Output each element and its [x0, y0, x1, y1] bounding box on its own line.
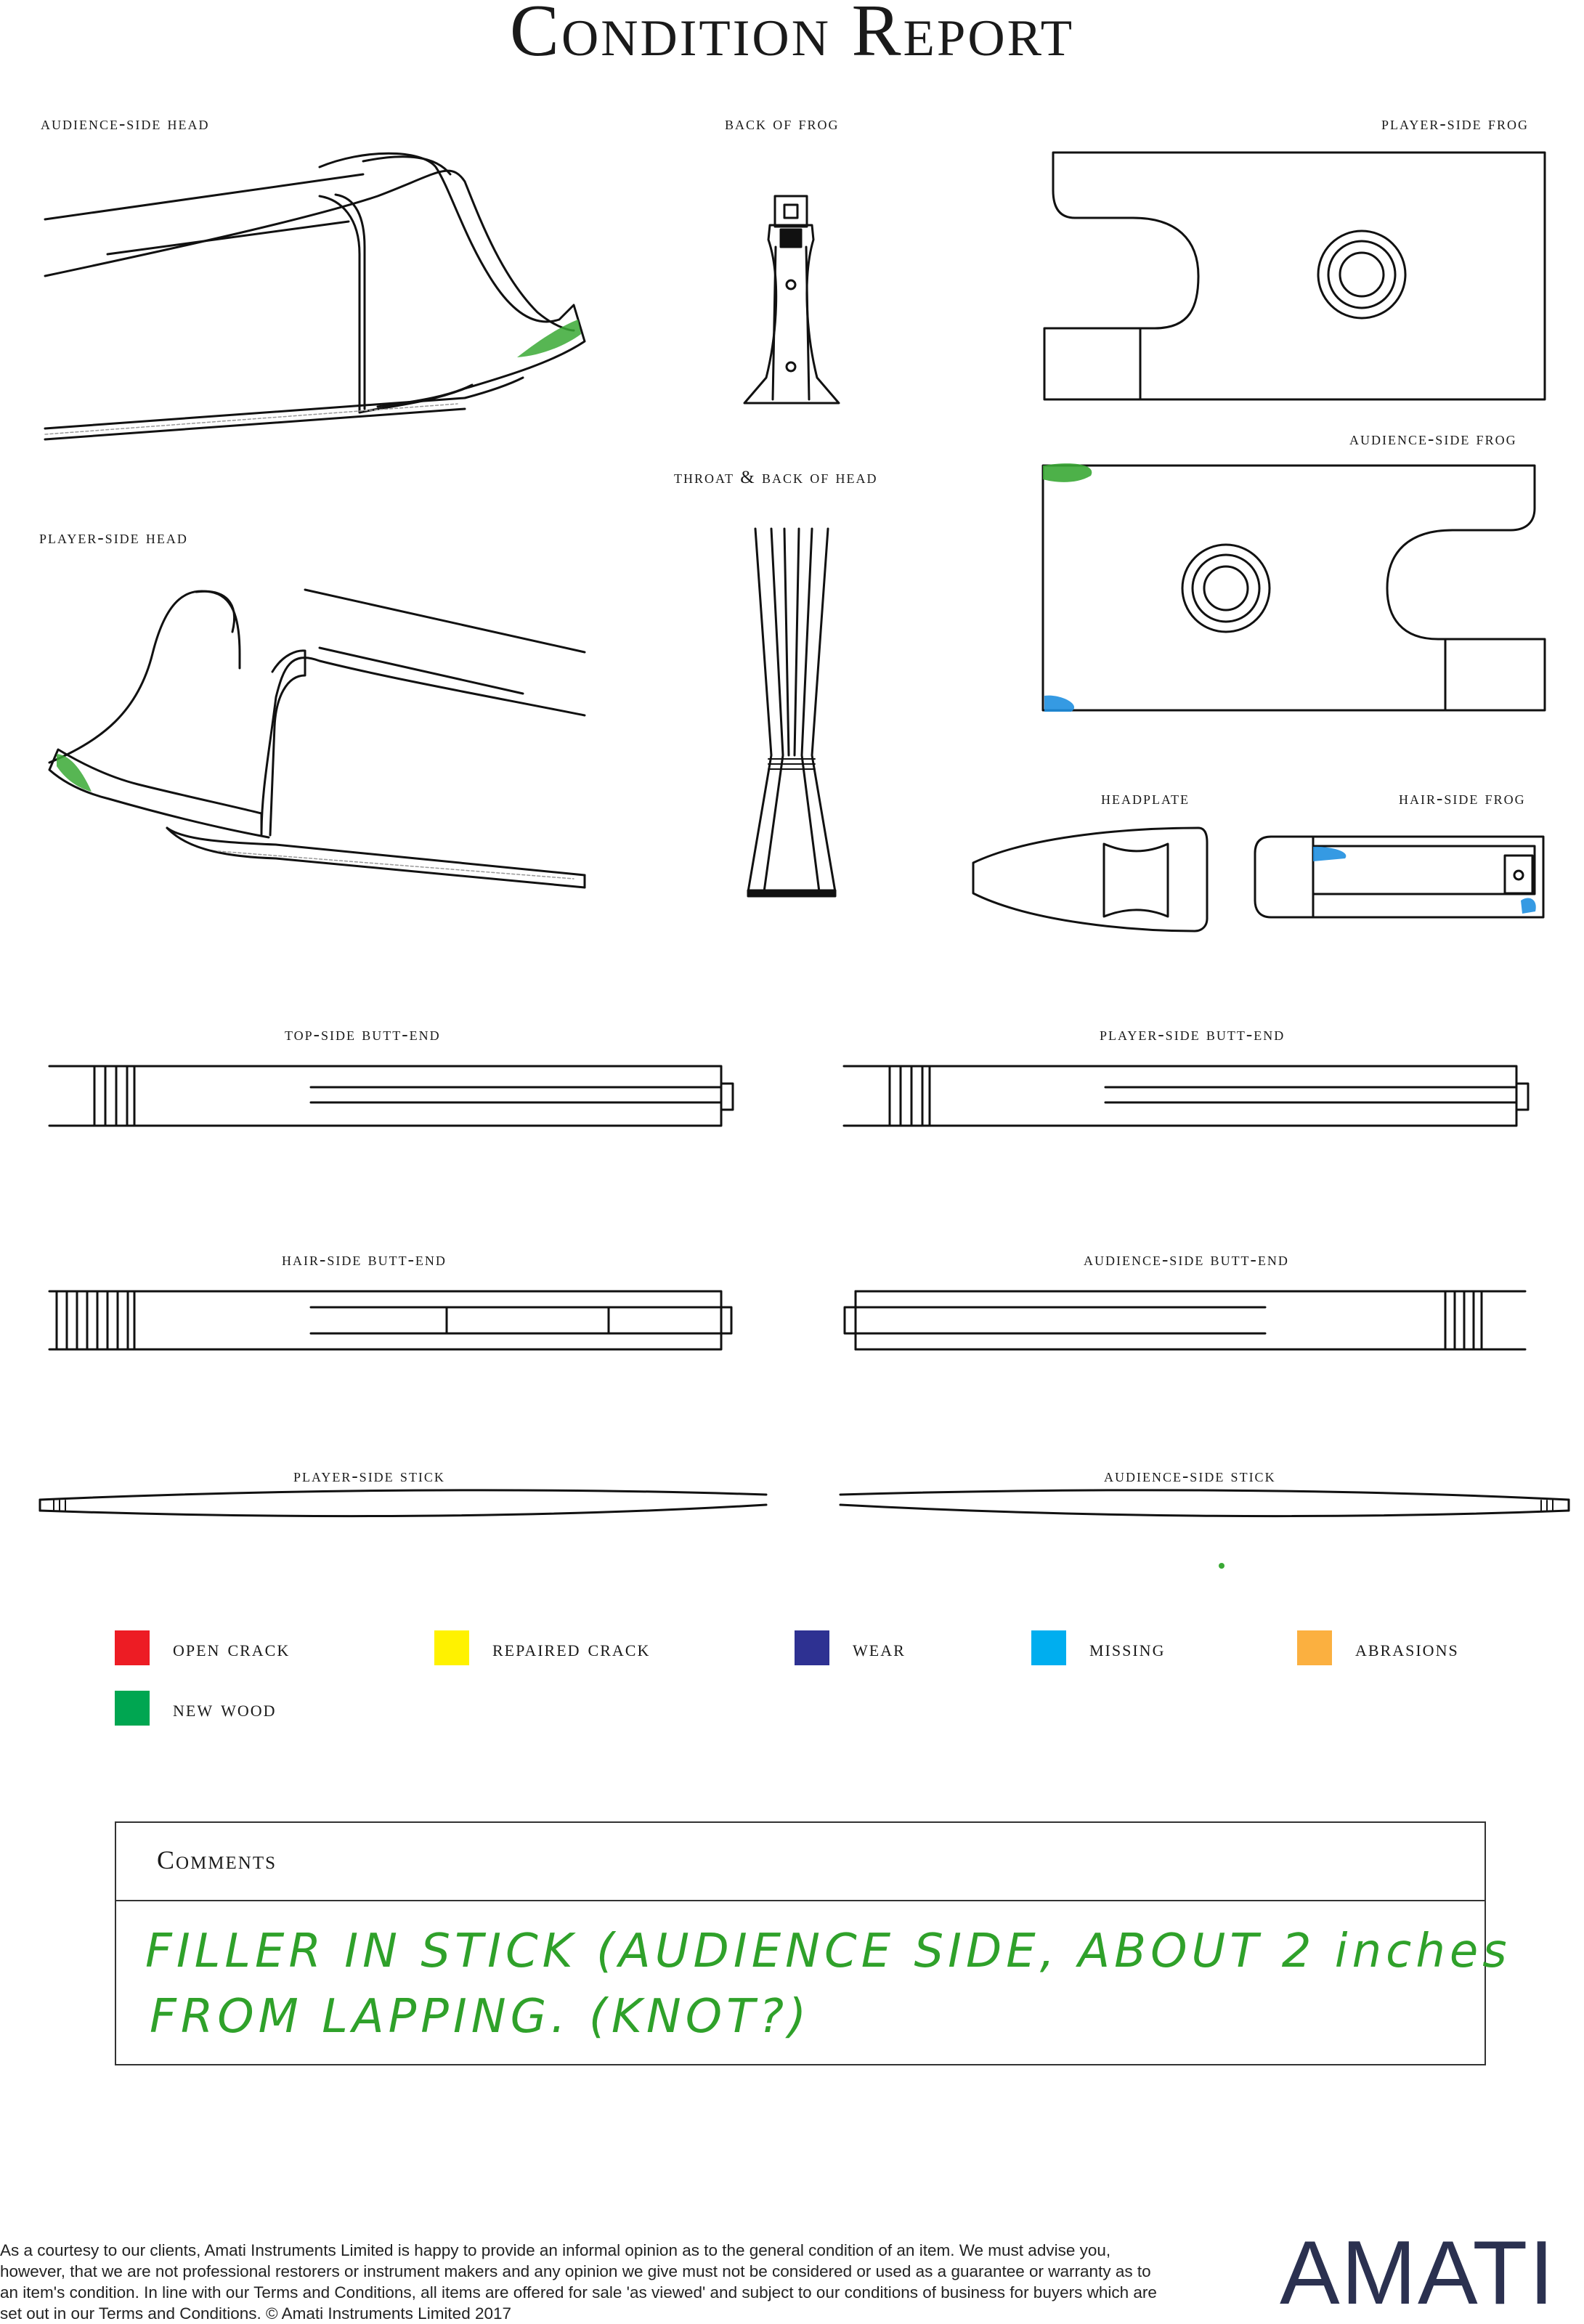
legend-label-abrasions: abrasions	[1355, 1635, 1459, 1661]
legend-label-repaired-crack: repaired crack	[492, 1635, 651, 1661]
legend-swatch-missing	[1031, 1630, 1066, 1665]
audience-side-butt-end-drawing	[845, 1291, 1525, 1349]
comments-label: Comments	[157, 1845, 277, 1874]
label-audience-side-stick: audience-side stick	[1104, 1466, 1276, 1486]
audience-side-stick-drawing	[840, 1490, 1569, 1516]
label-player-side-frog: player-side frog	[1381, 114, 1529, 134]
label-throat-back-of-head: throat & back of head	[674, 468, 878, 487]
label-audience-side-butt-end: audience-side butt-end	[1084, 1250, 1289, 1269]
legend-swatch-new-wood	[115, 1691, 150, 1726]
missing-mark	[1044, 696, 1074, 712]
player-side-butt-end-drawing	[844, 1066, 1528, 1126]
legend-label-missing: missing	[1089, 1635, 1166, 1661]
label-hair-side-frog: hair-side frog	[1399, 789, 1526, 808]
label-hair-side-butt-end: hair-side butt-end	[282, 1250, 447, 1269]
label-back-of-frog: back of frog	[725, 114, 840, 134]
legend-swatch-abrasions	[1297, 1630, 1332, 1665]
new-wood-mark	[1219, 1563, 1224, 1569]
legend-swatch-open-crack	[115, 1630, 150, 1665]
legend-label-open-crack: open crack	[173, 1635, 291, 1661]
label-player-side-butt-end: player-side butt-end	[1100, 1025, 1286, 1044]
page-title: Condition Report	[509, 0, 1075, 72]
audience-side-frog-drawing	[1043, 466, 1545, 710]
missing-mark	[1521, 898, 1536, 914]
legend-label-new-wood: new wood	[173, 1695, 277, 1721]
comments-header	[116, 1823, 1485, 1901]
throat-back-of-head-drawing	[748, 529, 835, 896]
legend-swatch-wear	[795, 1630, 829, 1665]
headplate-drawing	[973, 828, 1207, 931]
top-side-butt-end-drawing	[49, 1066, 733, 1126]
label-player-side-head: player-side head	[39, 528, 188, 548]
brand-logo: AMATI	[1280, 2223, 1556, 2323]
label-top-side-butt-end: top-side butt-end	[285, 1025, 441, 1044]
label-headplate: headplate	[1101, 789, 1190, 808]
new-wood-mark	[1043, 463, 1092, 482]
comments-box	[115, 1821, 1511, 2065]
player-side-stick-drawing	[40, 1490, 766, 1516]
missing-mark	[1313, 847, 1346, 861]
footer-disclaimer: As a courtesy to our clients, Amati Instruments Limited is happy to provide an informal opinion as to the general condition of an item. We must advise you, however, that we are not professional restorers or instrument makers and any opinion we give must not be considered or used as a guarantee or warranty as to an item's condition. In line with our Terms and Conditions, all items are offered for sale 'as viewed' and subject to our conditions of business for buyers which are set out in our Terms and Conditions. © Amati Instruments Limited 2017	[0, 2241, 1157, 2323]
label-audience-side-frog: audience-side frog	[1349, 429, 1517, 449]
player-side-frog-drawing	[1044, 153, 1545, 399]
label-player-side-stick: player-side stick	[293, 1466, 445, 1486]
new-wood-mark	[517, 320, 581, 357]
legend-swatch-repaired-crack	[434, 1630, 469, 1665]
comment-line-1: FILLER IN STICK (AUDIENCE SIDE, ABOUT 2 inches	[145, 1925, 1511, 1978]
legend-label-wear: wear	[853, 1635, 906, 1661]
back-of-frog-drawing	[744, 196, 839, 403]
comment-line-2: FROM LAPPING. (KNOT?)	[150, 1990, 811, 2044]
player-side-head-drawing	[49, 590, 585, 887]
label-audience-side-head: audience-side head	[41, 114, 210, 134]
audience-side-head-drawing	[45, 153, 585, 439]
hair-side-butt-end-drawing	[49, 1291, 731, 1349]
hair-side-frog-drawing	[1255, 837, 1543, 917]
